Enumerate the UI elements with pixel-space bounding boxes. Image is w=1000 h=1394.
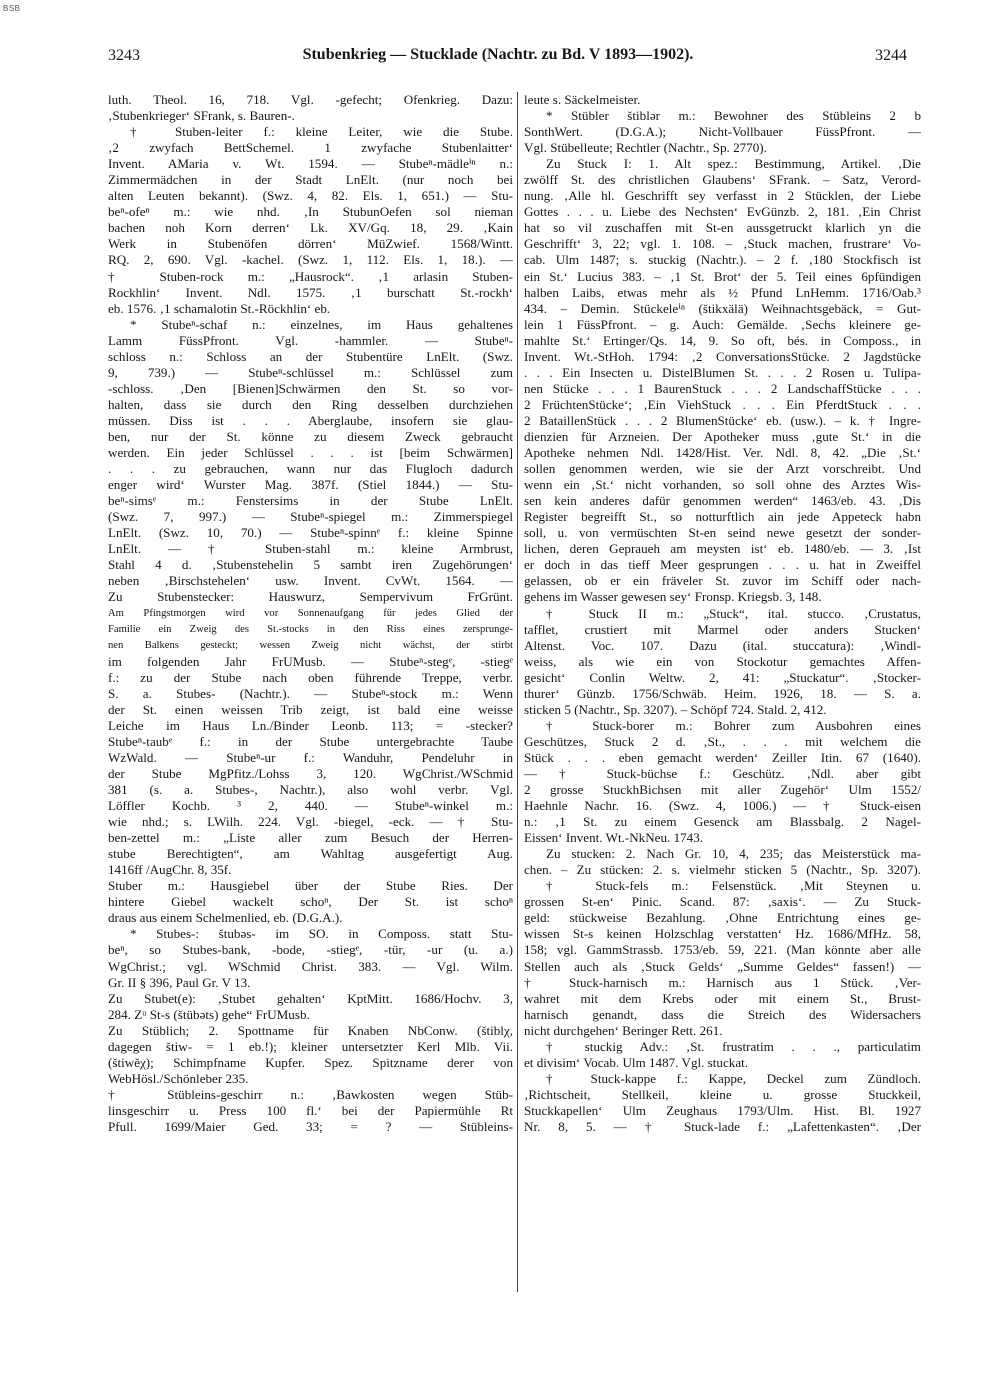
text-line: et divisim‘ Vocab. Ulm 1487. Vgl. stuckat.: [524, 1054, 749, 1070]
text-line: gelassen, ob er ein fräveler St. zuvor im Schiff oder nach-: [524, 573, 921, 589]
running-head: Stubenkrieg — Stucklade (Nachtr. zu Bd. V 1893—1902).: [302, 46, 694, 63]
text-line: thurer‘ Günzb. 1756/Schwäb. Heim. 1926, 18. — S. a.: [524, 685, 921, 701]
text-line: Gottes . . . u. Liebe des Nechsten‘ EvGünzb. 2, 181. ‚Ein Christ: [524, 204, 921, 220]
text-line: gesicht‘ Conlin Weltw. 2, 41: „Stuckatur“. ‚Stocker-: [524, 669, 921, 685]
text-line: WgChrist.; vgl. WSchmid Christ. 383. — Vgl. Wilm.: [108, 958, 513, 974]
text-line: Rockhlin‘ Invent. Ndl. 1575. ‚1 burschatt St.-rockh‘: [108, 284, 513, 300]
text-line: 2 grosse StuckhBichsen mit aller Zugehör‘ Ulm 1552/: [524, 782, 921, 798]
text-line: Zu Stubet(e): ‚Stubet gehalten‘ KptMitt. 1686/Hochv. 3,: [108, 990, 513, 1006]
left-column: [108, 92, 513, 1297]
text-line: Stuckkapellen‘ Ulm Zeughaus 1793/Ulm. Hist. Bl. 1927: [524, 1102, 921, 1118]
text-line: halben Laibs, etwas mehr als ½ Pfund LnHemm. 1716/Oab.³: [524, 284, 921, 300]
text-line: Stubeⁿ-taubᵉ f.: in der Stube untergebrachte Taube: [108, 733, 513, 749]
text-line: halten, dass sie durch den Ring desselben durchziehen: [108, 396, 513, 412]
text-line: zwölff St. des christlichen Glaubens‘ SFrank. – Satz, Verord-: [524, 172, 921, 188]
text-line: nung. ‚Alle hl. Geschrifft sey verfasst in 2 Stücklen, der Liebe: [524, 188, 921, 204]
text-line: Leiche im Haus Ln./Binder Leonb. 113; = -stecker?: [108, 717, 513, 733]
text-line: ‚Richtscheit, Stellkeil, kleine u. grosse Stuckkeil,: [524, 1086, 921, 1102]
text-line: 158; vgl. GammStrassb. 1753/eb. 59, 221. (Man könnte aber alle: [524, 942, 921, 958]
text-line: f.: zu der Stube nach oben führende Treppe, verbr.: [108, 669, 513, 685]
text-line: linsgeschirr u. Press 100 fl.‘ bei der Papiermühle Rt: [108, 1102, 513, 1118]
right-column: [524, 92, 921, 1297]
text-line: soll, u. von vermüschten St-en seind newe gesetzt der sonder-: [524, 525, 921, 541]
text-line: WebHösl./Schönleber 235.: [108, 1070, 249, 1086]
text-line: stube Berechtigten“, am Wahltag ausgefertigt Aug.: [108, 846, 513, 862]
text-line: wissen St-s keinen Holzschlag verstatten‘ Hz. 1686/MfHz. 58,: [524, 926, 921, 942]
text-line: tafflet, crustiert mit Marmel oder anders Stucken‘: [524, 621, 921, 637]
text-line: Apotheke nehmen Ndl. 1428/Hist. Ver. Ndl. 8, 42. „Die ‚St.‘: [524, 445, 921, 461]
column-divider: [517, 92, 518, 1292]
text-line: LnElt. — † Stuben-stahl m.: kleine Armbrust,: [108, 541, 513, 557]
text-line: nen Balkens gesteckt; wessen Zweig nicht wächst, der stirbt: [108, 639, 513, 651]
text-line: Gr. II § 396, Paul Gr. V 13.: [108, 974, 251, 990]
text-line: Geschützes, Stuck 2 d. ‚St., . . . mit welchem die: [524, 733, 921, 749]
text-line: cab. Ulm 1487; s. stuckig (Nachtr.). – 2 f. ‚180 Stockfisch ist: [524, 252, 921, 268]
text-line: beⁿ-ofeⁿ m.: wie nhd. ‚In StubunOefen sol nieman: [108, 204, 513, 220]
text-line: Löffler Kochb. ³ 2, 440. — Stubeⁿ-winkel m.:: [108, 798, 513, 814]
text-line: grossen St-en‘ Pinic. Scand. 87: ‚saxis‘. — Zu Stuck-: [524, 894, 921, 910]
text-line: (Swz. 7, 997.) — Stubeⁿ-spiegel m.: Zimmerspiegel: [108, 509, 513, 525]
text-line: schloss n.: Schloss an der Stubentüre LnElt. (Swz.: [108, 348, 513, 364]
text-line: sticken 5 (Nachtr., Sp. 3207). – Schöpf 724. Stald. 2, 412.: [524, 701, 827, 717]
text-line: neben ‚Birschstehelen‘ usw. Invent. CvWt. 1564. —: [108, 573, 513, 589]
text-line: ‚Stubenkrieger‘ SFrank, s. Bauren-.: [108, 108, 295, 124]
text-line: * Stubeⁿ-schaf n.: einzelnes, im Haus gehaltenes: [130, 316, 513, 332]
text-line: Stahl 4 d. ‚Stubenstehelin 5 sambt iren Zugehörungen‘: [108, 557, 513, 573]
text-line: hintere Giebel wackelt schoⁿ, Der St. ist schoⁿ: [108, 894, 513, 910]
text-line: WzWald. — Stubeⁿ-ur f.: Wanduhr, Pendeluhr in: [108, 749, 513, 765]
page-number-right: 3244: [875, 47, 907, 64]
text-line: draus aus einem Schelmenlied, eb. (D.G.A.).: [108, 910, 343, 926]
text-line: SonthWert. (D.G.A.); Nicht-Vollbauer FüssPfront. —: [524, 124, 921, 140]
text-line: * Stübler štiblər m.: Bewohner des Stübleins 2 b: [546, 108, 921, 124]
text-line: Stück . . . eben gemacht werden‘ Zeiller Itin. 67 (1640).: [524, 749, 921, 765]
text-line: beⁿ, so Stubes-bank, -bode, -stiegᵉ, -tür, -ur (u. a.): [108, 942, 513, 958]
text-line: † Stuck-kappe f.: Kappe, Deckel zum Zündloch.: [546, 1070, 921, 1086]
text-line: ben, nur der St. könne zu diesem Zweck gebraucht: [108, 428, 513, 444]
text-line: mahlte St.‘ Ertinger/Qs. 14, 9. So oft, bés. in Composs., in: [524, 332, 921, 348]
text-line: † Stuben-rock m.: „Hausrock“. ‚1 arlasin Stuben-: [108, 268, 513, 284]
text-line: eb. 1576. ‚1 schamalotin St.-Röckhlin‘ eb.: [108, 300, 331, 316]
text-line: harnisch genandt, dass die Streich des Widersachers: [524, 1006, 921, 1022]
text-line: dagegen štiw- = 1 eb.!); kleiner untersetzter Kerl Mlb. Vii.: [108, 1038, 513, 1054]
text-line: S. a. Stubes- (Nachtr.). — Stubeⁿ-stock m.: Wenn: [108, 685, 513, 701]
text-line: er doch in das tieff Meer gesprungen . . . u. hat in Zweiffel: [524, 557, 921, 573]
text-line: sen kein anderes dafür genommen werden“ 1463/eb. 43. ‚Dis: [524, 493, 921, 509]
text-line: geld: stückweise Bezahlung. ‚Ohne Entrichtung eines ge-: [524, 910, 921, 926]
text-line: gehens im Wasser gewesen sey‘ Fronsp. Kriegsb. 3, 148.: [524, 589, 822, 605]
text-line: alten Leuten bekannt). (Swz. 4, 82. Els. 1, 651.) — Stu-: [108, 188, 513, 204]
text-line: † Stuck-fels m.: Felsenstück. ‚Mit Steynen u.: [546, 878, 921, 894]
text-line: — † Stuck-büchse f.: Geschütz. ‚Ndl. aber gibt: [524, 765, 921, 781]
text-line: 434. – Demin. Stückeleⁱⁿ (štikxälä) Weihnachtsgebäck, = Gut-: [524, 300, 921, 316]
text-line: der Stube MgPfitz./Lohss 3, 120. WgChrist./WSchmid: [108, 765, 513, 781]
text-line: Lamm FüssPfront. Vgl. -hammler. — Stubeⁿ-: [108, 332, 513, 348]
text-line: wie nhd.; s. LWilh. 224. Vgl. -biegel, -eck. — † Stu-: [108, 814, 513, 830]
text-line: weiss, als wie ein von Stockotur gemachtes Affen-: [524, 653, 921, 669]
text-line: ben-zettel m.: „Liste aller zum Besuch der Herren-: [108, 830, 513, 846]
text-line: Stellen auch als ‚Stuck Gelds‘ „Summe Geldes“ fassen!) —: [524, 958, 921, 974]
text-line: der St. einen weissen Trib zeigt, ist bald eine weisse: [108, 701, 513, 717]
text-line: Zu Stüblich; 2. Spottname für Knaben NbConw. (štiblχ,: [108, 1022, 513, 1038]
text-line: hat so vil zuschaffen mit St-en aussgetruckt klarlich yn die: [524, 220, 921, 236]
text-line: ‚2 zwyfach BettSchemel. 1 zwyfache Stubenlaitter‘: [108, 140, 513, 156]
text-line: . . . zu gebrauchen, wann nur das Flugloch dadurch: [108, 461, 513, 477]
text-line: Zu Stuck I: 1. Alt spez.: Bestimmung, Artikel. ‚Die: [546, 156, 921, 172]
text-line: Invent. Wt.-StHoh. 1794: ‚2 ConversationsStücke. 2 Jagdstücke: [524, 348, 921, 364]
text-line: Zimmermädchen in der Stadt LnElt. (nur noch bei: [108, 172, 513, 188]
library-stamp: BSB: [3, 4, 21, 13]
text-line: chen. – Zu stücken: 2. s. vielmehr sticken 5 (Nachtr., Sp. 3207).: [524, 862, 921, 878]
text-line: † stuckig Adv.: ‚St. frustratim . . ., particulatim: [546, 1038, 921, 1054]
text-line: werden. Ein jeder Schlüssel . . . ist [beim Schwärmen]: [108, 445, 513, 461]
text-line: † Stuck-harnisch m.: Harnisch aus 1 Stück. ‚Ver-: [524, 974, 921, 990]
text-line: Pfull. 1699/Maier Ged. 33; = ? — Stübleins-: [108, 1119, 513, 1134]
page-number-left: 3243: [108, 47, 140, 64]
text-line: -schloss. ‚Den [Bienen]Schwärmen den St. so vor-: [108, 380, 513, 396]
text-line: Zu stucken: 2. Nach Gr. 10, 4, 235; das Meisterstück ma-: [546, 846, 921, 862]
text-line: Geschrifft‘ 3, 22; vgl. 1. 108. – ‚Stuck machen, frustrare‘ Vo-: [524, 236, 921, 252]
text-line: beⁿ-simsᵉ m.: Fenstersims in der Stube LnElt.: [108, 493, 513, 509]
text-line: † Stuck II m.: „Stuck“, ital. stucco. ‚Crustatus,: [546, 605, 921, 621]
text-line: Invent. AMaria v. Wt. 1594. — Stubeⁿ-mädleⁱⁿ n.:: [108, 156, 513, 172]
text-line: im folgenden Jahr FrUMusb. — Stubeⁿ-stegᵉ, -stiegᵉ: [108, 653, 513, 669]
text-line: † Stübleins-geschirr n.: ‚Bawkosten wegen Stüb-: [108, 1086, 513, 1102]
text-line: RQ. 2, 690. Vgl. -kachel. (Swz. 1, 112. Els. 1, 18.). —: [108, 252, 513, 268]
text-line: lein 1 FüssPfront. – g. Auch: Gemälde. ‚Sechs kleinere ge-: [524, 316, 921, 332]
text-line: Altenst. Voc. 107. Dazu (ital. stuccatura): ‚Windl-: [524, 637, 921, 653]
text-line: n.: ‚1 St. zu einem Gesenck am Blassbalg. 2 Nagel-: [524, 814, 921, 830]
text-line: lichen, deren Gepraueh am meysten ist‘ eb. 1480/eb. — 3. ‚Ist: [524, 541, 921, 557]
text-line: nicht durchgehen‘ Beringer Rett. 261.: [524, 1022, 723, 1038]
text-line: (štiwĕχ); Schimpfname Kupfer. Spez. Spitzname derer von: [108, 1054, 513, 1070]
text-line: Nr. 8, 5. — † Stuck-lade f.: „Lafettenkasten“. ‚Der: [524, 1119, 921, 1134]
text-line: 2 BataillenStück . . . 2 BlumenStücke‘ eb. (usw.). – k. † Ingre-: [524, 412, 921, 428]
text-line: Familie ein Zweig des St.-stocks in den Riss eines zersprunge-: [108, 623, 513, 635]
text-line: Stuber m.: Hausgiebel über der Stube Ries. Der: [108, 878, 513, 894]
text-line: * Stubes-: štubəs- im SO. in Composs. statt Stu-: [130, 926, 513, 942]
text-line: Am Pfingstmorgen wird vor Sonnenaufgang für jedes Glied der: [108, 607, 513, 619]
text-line: † Stuck-borer m.: Bohrer zum Ausbohren eines: [546, 717, 921, 733]
text-line: sollen genommen werden, wie sie der Arzt vorschreibt. Und: [524, 461, 921, 477]
text-line: luth. Theol. 16, 718. Vgl. -gefecht; Ofenkrieg. Dazu:: [108, 92, 513, 107]
text-line: enger wird‘ Wurster Mag. 387f. (Stiel 1844.) — Stu-: [108, 477, 513, 493]
text-line: . . . Ein Insecten u. DistelBlumen St. . . . 2 Rosen u. Tulipa-: [524, 364, 921, 380]
text-line: dienzien für Arzneien. Der Apotheker muss ‚gute St.‘ in die: [524, 428, 921, 444]
text-line: LnElt. (Swz. 10, 70.) — Stubeⁿ-spinnᵉ f.: kleine Spinne: [108, 525, 513, 541]
text-line: Eissen‘ Invent. Wt.-NkNeu. 1743.: [524, 830, 704, 846]
text-line: 1416ff /AugChr. 8, 35f.: [108, 862, 232, 878]
text-line: 9, 739.) — Stubeⁿ-schlüssel m.: Schlüssel zum: [108, 364, 513, 380]
text-line: wahret mit dem Krebs oder mit einem St., Brust-: [524, 990, 921, 1006]
text-line: † Stuben-leiter f.: kleine Leiter, wie die Stube.: [130, 124, 513, 140]
text-line: Werk in Stubenöfen dörren‘ MüZwief. 1568/Wintt.: [108, 236, 513, 252]
text-line: nen Stücke . . . 1 BaurenStuck . . . 2 LandschaffStücke . . .: [524, 380, 921, 396]
text-line: Zu Stubenstecker: Hauswurz, Sempervivum FrGrünt.: [108, 589, 513, 605]
text-line: 2 FrüchtenStücke‘; ‚Ein ViehStuck . . . Ein PferdtStuck . . .: [524, 396, 921, 412]
text-line: leute s. Säckelmeister.: [524, 92, 641, 107]
text-line: Haehnle Nachr. 16. (Swz. 4, 1006.) — † Stuck-eisen: [524, 798, 921, 814]
text-line: wenn ein ‚St.‘ nicht vorhanden, so soll ohne des Arztes Wis-: [524, 477, 921, 493]
text-line: ein St.‘ Lucius 383. – ‚1 St. Brot‘ der 5. Teil eines 6pfündigen: [524, 268, 921, 284]
text-line: müssen. Diss ist . . . Aberglaube, insofern sie glau-: [108, 412, 513, 428]
text-line: 381 (s. a. Stubes-, Nachtr.), also wohl verbr. Vgl.: [108, 782, 513, 798]
text-line: Register begreifft St., so notturftlich ain jede Appeteck habn: [524, 509, 921, 525]
text-line: 284. Zᵘ St-s (štübəts) gehe“ FrUMusb.: [108, 1006, 310, 1022]
text-line: bachen noh Korn derren‘ Lk. XV/Gq. 18, 29. ‚Kain: [108, 220, 513, 236]
text-line: Vgl. Stübelleute; Rechtler (Nachtr., Sp. 2770).: [524, 140, 767, 156]
